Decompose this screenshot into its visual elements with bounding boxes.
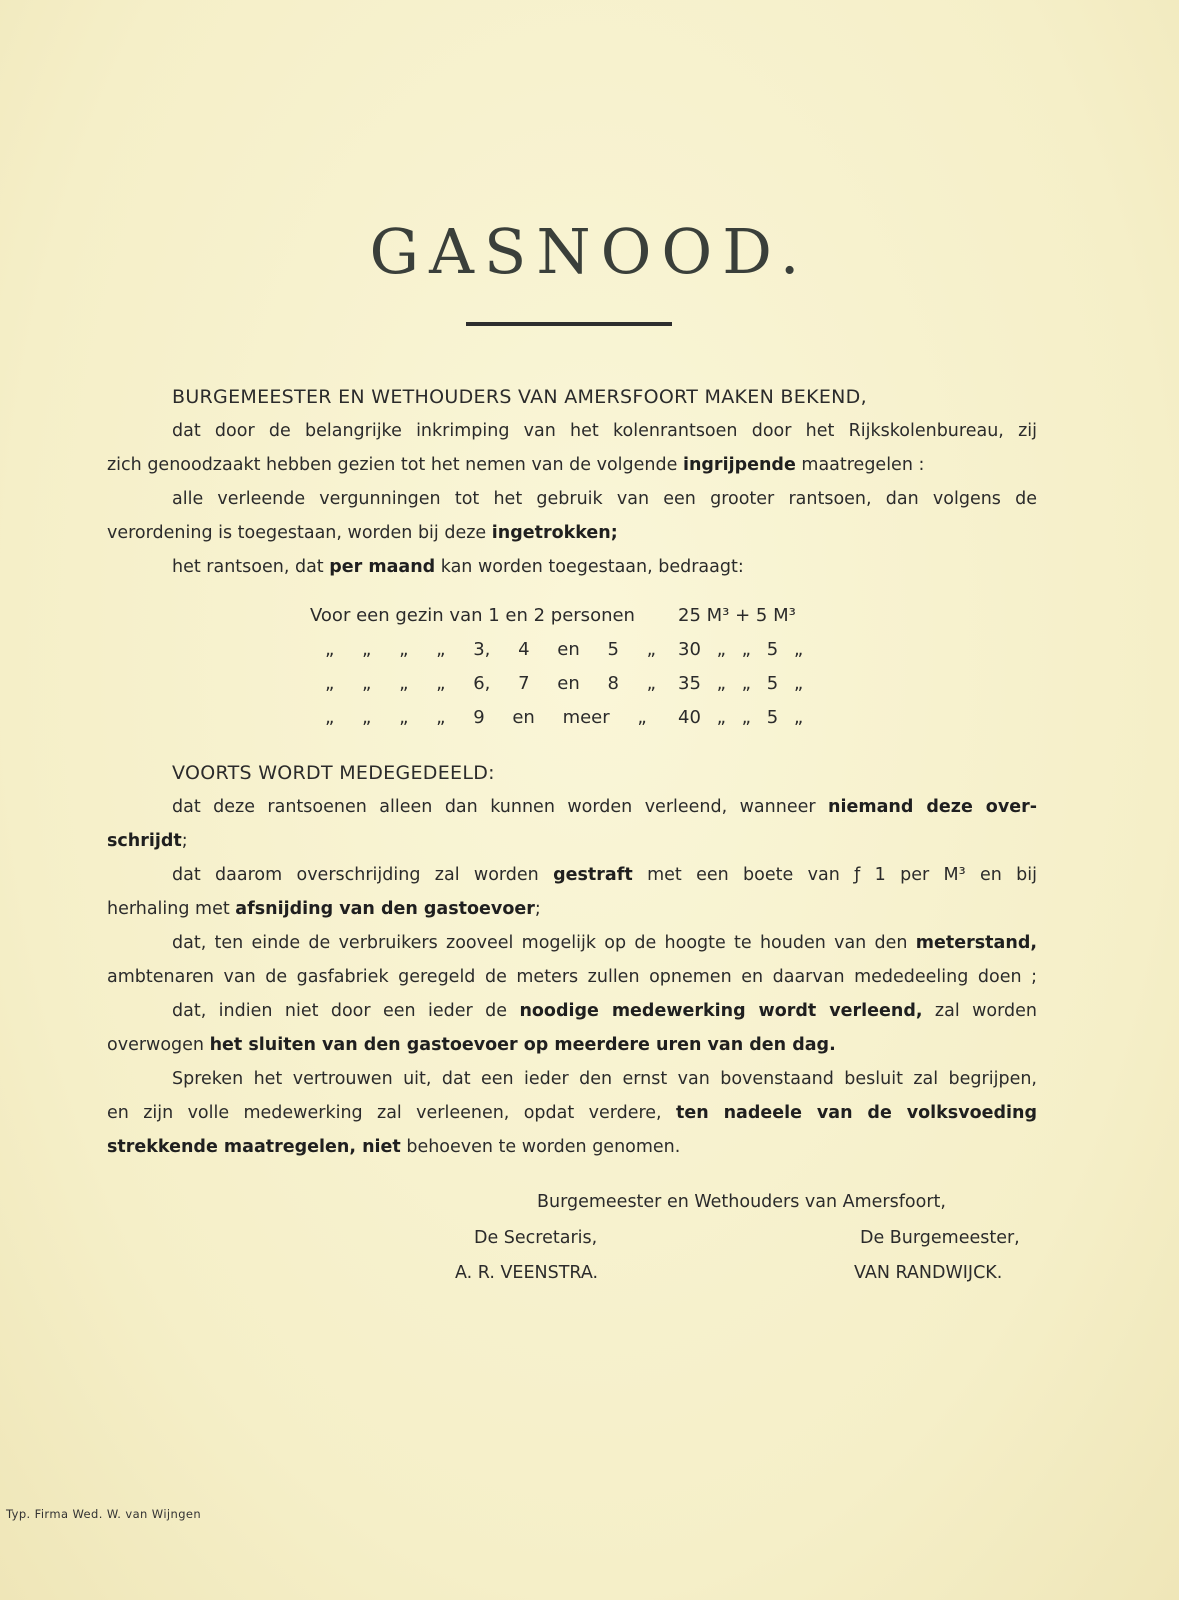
text-segment: verordening is toegestaan, worden bij deze bbox=[107, 523, 492, 543]
text-segment: dat, ten einde de verbruikers zooveel mogelijk op de hoogte te houden van den bbox=[172, 933, 916, 953]
emphasis-text: strekkende maatregelen, niet bbox=[107, 1137, 401, 1157]
ration-amount: 40 „ „ 5 „ bbox=[678, 707, 804, 728]
intro-line-1: dat door de belangrijke inkrimping van het kolenrantsoen door het Rijkskolenbureau, zij bbox=[172, 421, 1037, 441]
text-segment: dat daarom overschrijding zal worden bbox=[172, 865, 554, 885]
intro-line-4 bbox=[107, 516, 1037, 550]
mayor-name: VAN RANDWIJCK. bbox=[854, 1263, 1003, 1283]
ration-amount: 35 „ „ 5 „ bbox=[678, 673, 804, 694]
further-heading: VOORTS WORDT MEDEGEDEELD: bbox=[172, 762, 495, 784]
text-segment: het rantsoen, dat bbox=[172, 557, 330, 577]
text-segment: overwogen bbox=[107, 1035, 210, 1055]
intro-heading: BURGEMEESTER EN WETHOUDERS VAN AMERSFOORT MAKEN BEKEND, bbox=[172, 386, 867, 408]
emphasis-text: afsnijding van den gastoevoer bbox=[235, 899, 535, 919]
secretary-name: A. R. VEENSTRA. bbox=[455, 1263, 599, 1283]
text-segment: kan worden toegestaan, bedraagt: bbox=[435, 557, 744, 577]
ration-household: Voor een gezin van 1 en 2 personen bbox=[310, 605, 635, 626]
mayor-title: De Burgemeester, bbox=[860, 1228, 1020, 1248]
emphasis-text: het sluiten van den gastoevoer op meerdere uren van den dag. bbox=[209, 1035, 836, 1055]
ration-household: „ „ „ „ 6, 7 en 8 „ bbox=[325, 673, 656, 694]
ration-row bbox=[300, 673, 860, 707]
emphasis-text: ingrijpende bbox=[682, 455, 796, 475]
further-line-7 bbox=[107, 994, 1037, 1028]
further-line-5 bbox=[107, 926, 1037, 960]
emphasis-text: noodige medewerking wordt verleend, bbox=[519, 1001, 923, 1021]
ration-row bbox=[300, 639, 860, 673]
text-segment: maatregelen : bbox=[795, 455, 925, 475]
ration-amount: 30 „ „ 5 „ bbox=[678, 639, 804, 660]
text-segment: zal worden bbox=[922, 1001, 1037, 1021]
further-line-8 bbox=[107, 1028, 1037, 1062]
intro-line-5 bbox=[107, 550, 1037, 584]
ration-amount: 25 M³ + 5 M³ bbox=[678, 605, 796, 626]
emphasis-text: ten nadeele van de volksvoeding bbox=[675, 1103, 1037, 1123]
poster-title: GASNOOD. bbox=[369, 215, 810, 288]
text-segment: zich genoodzaakt hebben gezien tot het nemen van de volgende bbox=[107, 455, 683, 475]
ration-row bbox=[300, 707, 860, 741]
text-segment: dat deze rantsoenen alleen dan kunnen worden verleend, wanneer bbox=[172, 797, 829, 817]
emphasis-text: per maand bbox=[329, 557, 436, 577]
text-segment: ; bbox=[534, 899, 541, 919]
ration-row bbox=[300, 605, 860, 639]
further-line-10 bbox=[107, 1096, 1037, 1130]
emphasis-text: schrijdt bbox=[107, 831, 182, 851]
text-segment: herhaling met bbox=[107, 899, 236, 919]
further-line-6: ambtenaren van de gasfabriek geregeld de meters zullen opnemen en daarvan mededeeling doen ; bbox=[107, 967, 1037, 987]
further-line-1 bbox=[107, 790, 1037, 824]
further-line-4 bbox=[107, 892, 1037, 926]
ration-table bbox=[300, 605, 860, 741]
text-segment: en zijn volle medewerking zal verleenen, opdat verdere, bbox=[107, 1103, 676, 1123]
emphasis-text: meterstand, bbox=[915, 933, 1037, 953]
text-segment: behoeven te worden genomen. bbox=[400, 1137, 681, 1157]
signature-organization: Burgemeester en Wethouders van Amersfoort, bbox=[537, 1192, 946, 1212]
announcement-body bbox=[107, 380, 1037, 584]
further-line-9: Spreken het vertrouwen uit, dat een ieder den ernst van bovenstaand besluit zal begrijpen, bbox=[172, 1069, 1037, 1089]
text-segment: met een boete van ƒ 1 per M³ en bij bbox=[632, 865, 1038, 885]
emphasis-text: ingetrokken; bbox=[491, 523, 618, 543]
title-divider bbox=[466, 322, 672, 326]
further-notice bbox=[107, 756, 1037, 1164]
intro-line-3: alle verleende vergunningen tot het gebruik van een grooter rantsoen, dan volgens de bbox=[172, 489, 1037, 509]
further-line-3 bbox=[107, 858, 1037, 892]
emphasis-text: gestraft bbox=[553, 865, 633, 885]
further-line-2 bbox=[107, 824, 1037, 858]
text-segment: dat, indien niet door een ieder de bbox=[172, 1001, 520, 1021]
further-line-11 bbox=[107, 1130, 1037, 1164]
ration-household: „ „ „ „ 3, 4 en 5 „ bbox=[325, 639, 656, 660]
secretary-title: De Secretaris, bbox=[474, 1228, 598, 1248]
intro-line-2 bbox=[107, 448, 1037, 482]
text-segment: ; bbox=[181, 831, 188, 851]
emphasis-text: niemand deze over- bbox=[828, 797, 1037, 817]
printer-imprint: Typ. Firma Wed. W. van Wijngen bbox=[6, 1507, 202, 1521]
ration-household: „ „ „ „ 9 en meer „ bbox=[325, 707, 647, 728]
